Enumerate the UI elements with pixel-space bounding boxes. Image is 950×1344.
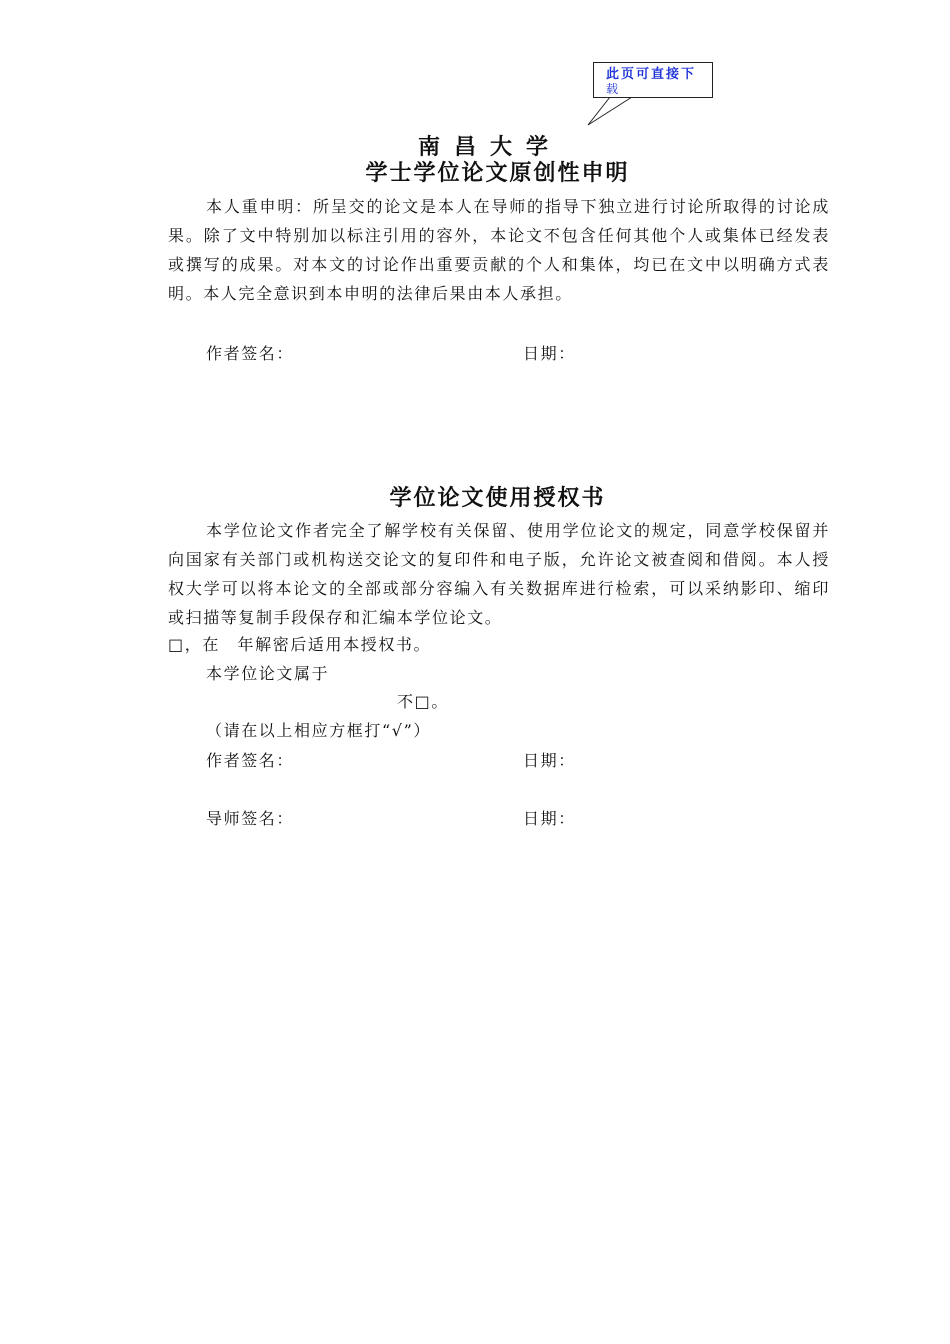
school-name: 南昌大学 (417, 134, 562, 160)
callout-note (593, 62, 713, 98)
belongs-to-line: 本学位论文属于 (206, 664, 330, 683)
authorization-author-signature-label: 作者签名： (206, 751, 295, 770)
not-secret-option-line: 不□。 (397, 692, 449, 711)
advisor-signature-label: 导师签名： (206, 809, 295, 828)
declaration-author-signature-label: 作者签名： (206, 344, 295, 363)
declaration-date-label: 日期： (523, 344, 576, 363)
authorization-author-date-label: 日期： (523, 751, 576, 770)
authorization-title: 学位论文使用授权书 (389, 485, 606, 511)
declaration-body: 本人重申明：所呈交的论文是本人在导师的指导下独立进行讨论所取得的讨论成果。除了文中特别加以标注引用的容外，本论文不包含任何其他个人或集体已经发表或撰写的成果。对本文的讨论作出重要贡献的个人和集体，均已在文中以明确方式表明。本人完全意识到本申明的法律后果由本人承担。 (168, 197, 830, 303)
authorization-body: 本学位论文作者完全了解学校有关保留、使用学位论文的规定，同意学校保留并向国家有关部门或机构送交论文的复印件和电子版，允许论文被查阅和借阅。本人授权大学可以将本论文的全部或部分容编入有关数据库进行检索，可以采纳影印、缩印或扫描等复制手段保存和汇编本学位论文。 (168, 521, 830, 627)
advisor-date-label: 日期： (523, 809, 576, 828)
callout-text-line2: 载 (606, 82, 619, 96)
secret-option-line: □，在 年解密后适用本授权书。 (168, 635, 432, 654)
checkbox-instruction: （请在以上相应方框打“√”） (206, 721, 431, 740)
callout-text-line1: 此页可直接下 (606, 67, 697, 82)
declaration-title: 学士学位论文原创性申明 (365, 160, 630, 186)
callout-pointer (580, 96, 670, 130)
